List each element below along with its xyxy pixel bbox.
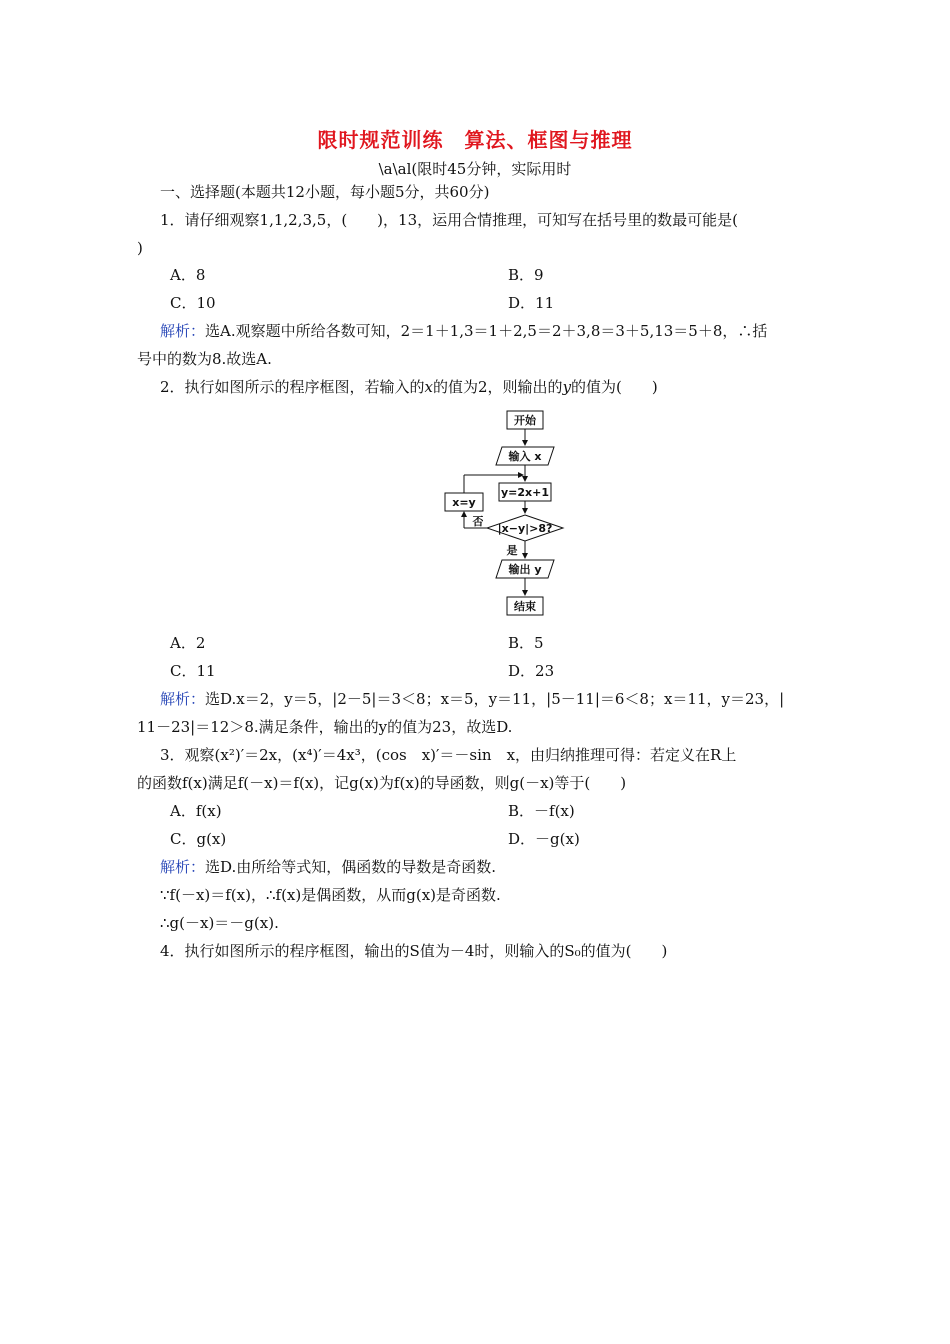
flow-swap-text: x=y: [452, 496, 476, 509]
q2-var-x: x: [424, 378, 434, 396]
flow-start-text: 开始: [514, 414, 536, 427]
q1-analysis-label: 解析：: [160, 322, 206, 340]
flow-input-text: 输入 x: [508, 450, 542, 463]
q2-analysis-line2: 11－23|＝12＞8.满足条件，输出的y的值为23，故选D.: [137, 718, 513, 736]
section-heading: 一、选择题(本题共12小题，每小题5分，共60分): [160, 183, 490, 201]
q2-stem-post: 的值为( ): [571, 378, 658, 396]
q2-option-a: A．2: [170, 634, 206, 652]
q3-option-c: C．g(x): [170, 830, 227, 848]
q3-analysis-line1: [160, 857, 860, 877]
q4-stem-line1: 4．执行如图所示的程序框图，输出的S值为－4时，则输入的S₀的值为( ): [160, 942, 668, 960]
q3-option-a: A．f(x): [170, 802, 222, 820]
q3-option-b: B．－f(x): [508, 802, 575, 820]
q1-option-d: D．11: [508, 294, 555, 312]
flow-decision-text: |x−y|>8?: [497, 522, 553, 535]
q3-analysis-line2: ∵f(－x)＝f(x)，∴f(x)是偶函数，从而g(x)是奇函数.: [160, 886, 501, 904]
page-title: 限时规范训练 算法、框图与推理: [317, 128, 633, 152]
q1-analysis-line1: [160, 321, 860, 341]
q3-option-d: D．－g(x): [508, 830, 580, 848]
q2-flowchart: [440, 405, 580, 620]
q1-option-b: B．9: [508, 266, 544, 284]
q1-option-a: A．8: [170, 266, 206, 284]
q1-analysis-text1: 选A.观察题中所给各数可知，2＝1＋1,3＝1＋2,5＝2＋3,8＝3＋5,13＝5＋8，∴括: [205, 322, 768, 340]
q3-analysis-text1: 选D.由所给等式知，偶函数的导数是奇函数.: [205, 858, 497, 876]
q2-stem-mid: 的值为2，则输出的: [433, 378, 563, 396]
q2-option-d: D．23: [508, 662, 555, 680]
page-subtitle: \a\al(限时45分钟，实际用时: [378, 160, 572, 178]
q2-option-c: C．11: [170, 662, 216, 680]
q2-analysis-text1: 选D.x＝2，y＝5，|2－5|＝3＜8；x＝5，y＝11，|5－11|＝6＜8；x＝11，y＝23，|: [205, 690, 785, 708]
q3-analysis-label: 解析：: [160, 858, 206, 876]
q3-analysis-line3: ∴g(－x)＝－g(x).: [160, 914, 279, 932]
q2-stem: [160, 377, 860, 397]
q2-var-y: y: [562, 378, 572, 396]
flow-no-label: 否: [472, 515, 484, 528]
q2-option-b: B．5: [508, 634, 544, 652]
flow-yes-label: 是: [506, 544, 518, 557]
q2-analysis-label: 解析：: [160, 690, 206, 708]
flow-end-text: 结束: [514, 600, 536, 613]
q2-analysis-line1: [160, 689, 860, 709]
q3-stem-line1: 3．观察(x²)′＝2x，(x⁴)′＝4x³，(cos x)′＝－sin x，由归纳推理可得：若定义在R上: [160, 746, 737, 764]
q1-option-c: C．10: [170, 294, 216, 312]
q3-stem-line2: 的函数f(x)满足f(－x)＝f(x)，记g(x)为f(x)的导函数，则g(－x)等于( ): [137, 774, 627, 792]
flow-assign-text: y=2x+1: [500, 486, 550, 499]
q1-stem-line2: ): [137, 239, 143, 257]
flow-output-text: 输出 y: [508, 563, 542, 576]
q2-stem-pre: 2．执行如图所示的程序框图，若输入的: [160, 378, 425, 396]
q1-stem-line1: 1．请仔细观察1,1,2,3,5，( )，13，运用合情推理，可知写在括号里的数最可能是(: [160, 211, 738, 229]
q1-analysis-line2: 号中的数为8.故选A.: [137, 350, 272, 368]
